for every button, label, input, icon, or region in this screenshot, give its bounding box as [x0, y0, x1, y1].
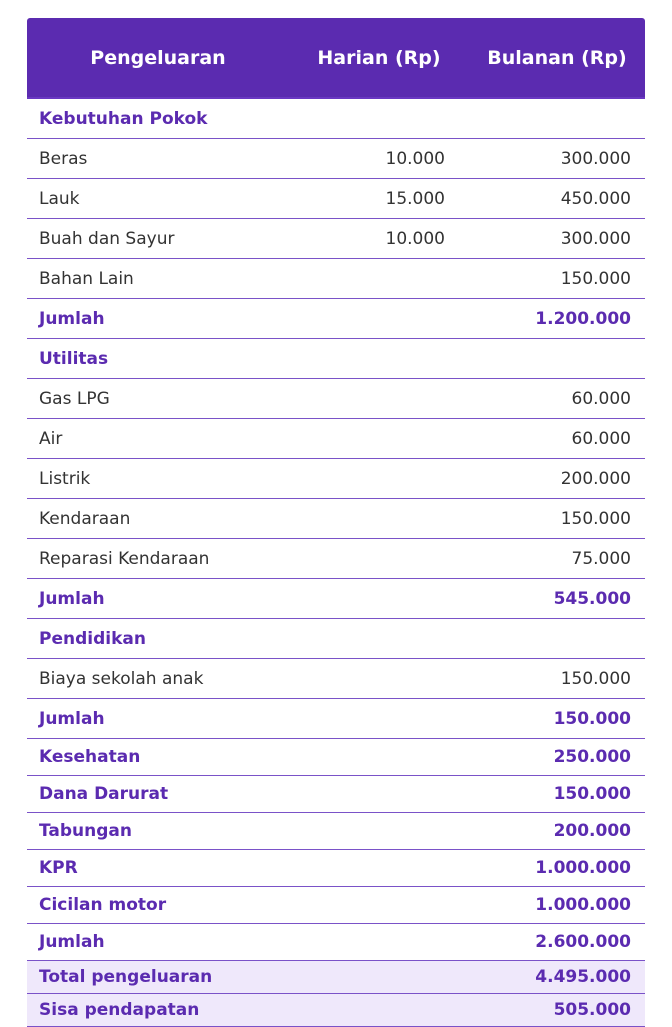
table-header [27, 18, 645, 98]
expense-table-container [27, 18, 645, 1027]
item-monthly: 150.000 [469, 776, 645, 813]
subtotal-label: Jumlah [27, 299, 289, 339]
item-label: Kesehatan [27, 739, 289, 776]
subtotal-label: Jumlah [27, 699, 289, 739]
item-label: Air [27, 419, 289, 459]
remaining-income-row [27, 994, 645, 1027]
section-row [27, 98, 645, 139]
subtotal-row [27, 579, 645, 619]
table-row [27, 659, 645, 699]
remaining-income-label: Sisa pendapatan [27, 994, 289, 1027]
section-row [27, 339, 645, 379]
table-row [27, 850, 645, 887]
item-monthly: 1.000.000 [469, 850, 645, 887]
item-monthly: 1.000.000 [469, 887, 645, 924]
item-label: Dana Darurat [27, 776, 289, 813]
total-expense-row [27, 961, 645, 994]
subtotal-label: Jumlah [27, 579, 289, 619]
table-body [27, 98, 645, 1027]
remaining-income-value: 505.000 [469, 994, 645, 1027]
header-harian: Harian (Rp) [289, 18, 469, 98]
total-expense-label: Total pengeluaran [27, 961, 289, 994]
item-monthly: 60.000 [469, 419, 645, 459]
subtotal-row [27, 299, 645, 339]
table-row [27, 219, 645, 259]
total-expense-value: 4.495.000 [469, 961, 645, 994]
table-row [27, 259, 645, 299]
item-label: Biaya sekolah anak [27, 659, 289, 699]
table-row [27, 813, 645, 850]
item-label: Buah dan Sayur [27, 219, 289, 259]
table-row [27, 179, 645, 219]
table-row [27, 459, 645, 499]
item-monthly: 300.000 [469, 139, 645, 179]
item-monthly: 200.000 [469, 813, 645, 850]
expense-table [27, 18, 645, 1027]
section-title-pendidikan: Pendidikan [27, 619, 645, 659]
item-daily: 10.000 [289, 139, 469, 179]
table-row [27, 887, 645, 924]
item-label: Cicilan motor [27, 887, 289, 924]
table-row [27, 776, 645, 813]
item-label: Beras [27, 139, 289, 179]
item-label: KPR [27, 850, 289, 887]
item-label: Tabungan [27, 813, 289, 850]
table-row [27, 379, 645, 419]
subtotal-label: Jumlah [27, 924, 289, 961]
item-label: Gas LPG [27, 379, 289, 419]
item-monthly: 150.000 [469, 259, 645, 299]
item-label: Reparasi Kendaraan [27, 539, 289, 579]
item-label: Kendaraan [27, 499, 289, 539]
subtotal-row [27, 699, 645, 739]
item-label: Lauk [27, 179, 289, 219]
subtotal-value: 2.600.000 [469, 924, 645, 961]
item-monthly: 150.000 [469, 659, 645, 699]
header-row [27, 18, 645, 98]
table-row [27, 739, 645, 776]
item-monthly: 450.000 [469, 179, 645, 219]
item-daily [289, 259, 469, 299]
header-pengeluaran: Pengeluaran [27, 18, 289, 98]
item-daily: 15.000 [289, 179, 469, 219]
item-daily: 10.000 [289, 219, 469, 259]
item-monthly: 75.000 [469, 539, 645, 579]
section-title-kebutuhan-pokok: Kebutuhan Pokok [27, 98, 645, 139]
item-monthly: 150.000 [469, 499, 645, 539]
item-monthly: 200.000 [469, 459, 645, 499]
section-title-utilitas: Utilitas [27, 339, 645, 379]
item-label: Listrik [27, 459, 289, 499]
subtotal-value: 545.000 [469, 579, 645, 619]
item-label: Bahan Lain [27, 259, 289, 299]
item-monthly: 60.000 [469, 379, 645, 419]
table-row [27, 539, 645, 579]
subtotal-value: 150.000 [469, 699, 645, 739]
subtotal-row [27, 924, 645, 961]
subtotal-value: 1.200.000 [469, 299, 645, 339]
item-monthly: 250.000 [469, 739, 645, 776]
table-row [27, 499, 645, 539]
header-bulanan: Bulanan (Rp) [469, 18, 645, 98]
table-row [27, 139, 645, 179]
section-row [27, 619, 645, 659]
table-row [27, 419, 645, 459]
item-monthly: 300.000 [469, 219, 645, 259]
